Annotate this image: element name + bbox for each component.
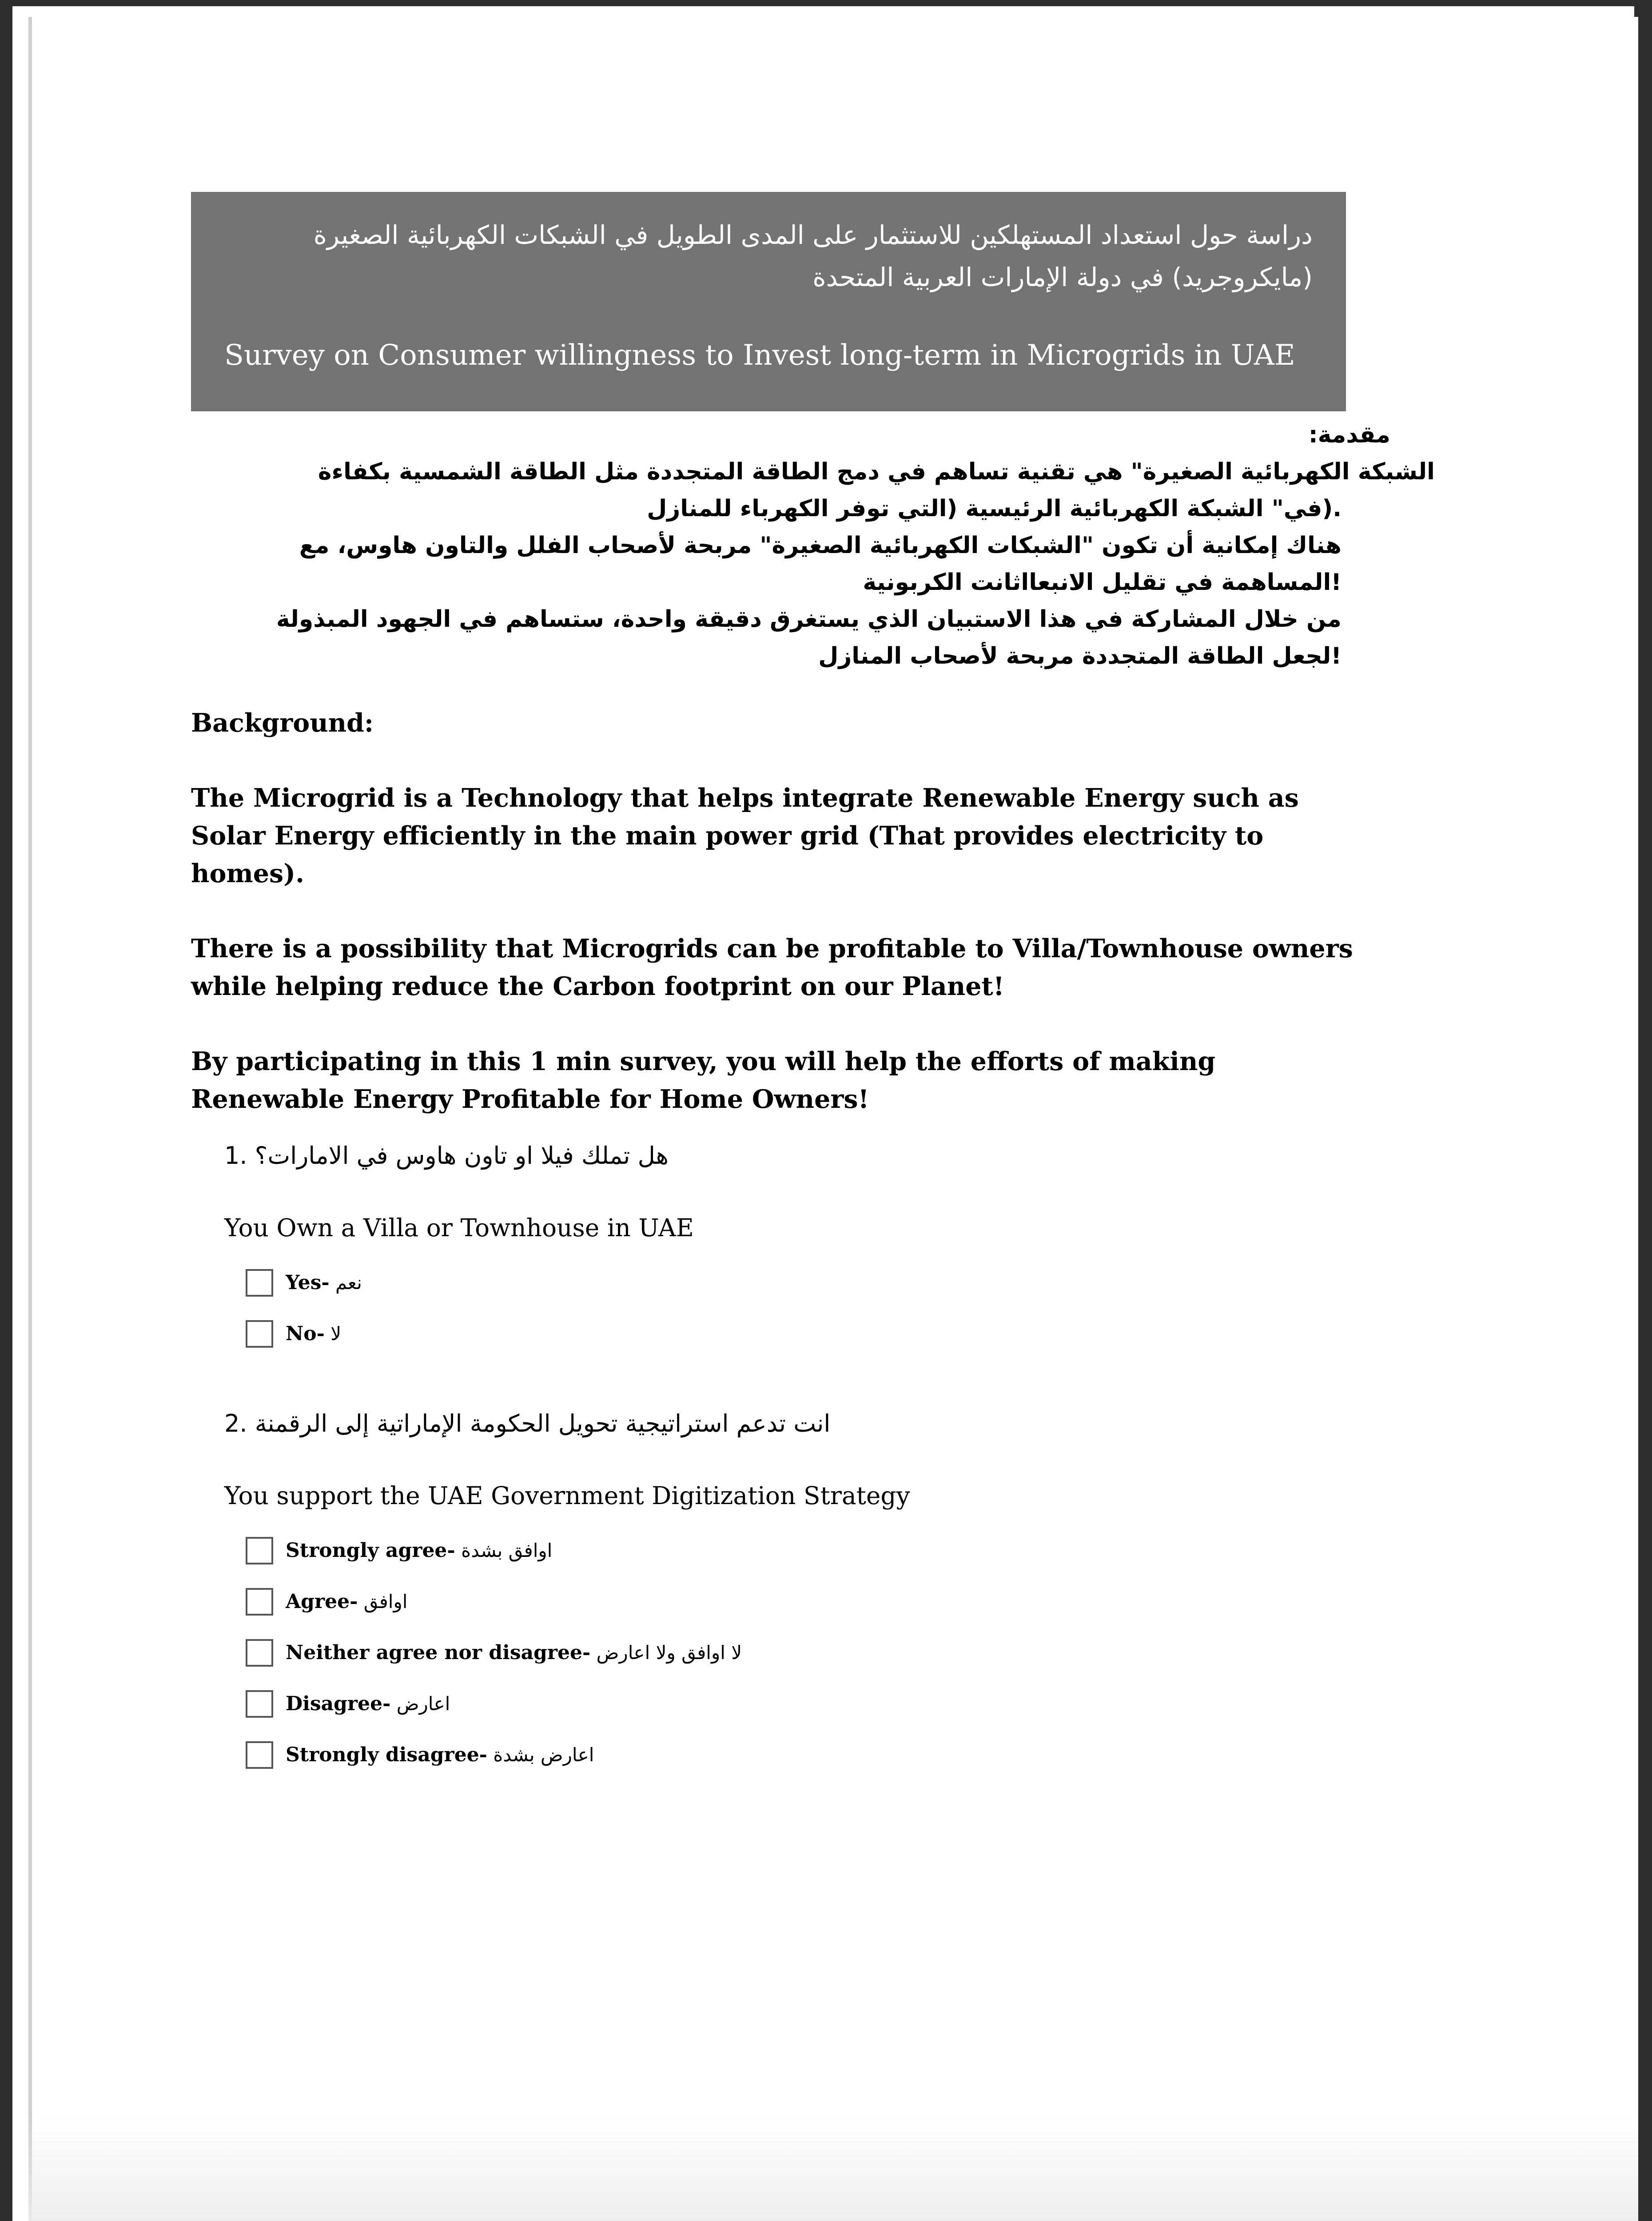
option-yes[interactable] [246, 1257, 1335, 1308]
option-label: Neither agree nor disagree- لا اوافق ولا اعارض [286, 1641, 742, 1664]
option-neither[interactable] [246, 1627, 1335, 1678]
option-label: Strongly disagree- اعارض بشدة [286, 1743, 594, 1766]
intro-arabic-line: .(في" الشبكة الكهربائية الرئيسية (التي توفر الكهرباء للمنازل [647, 495, 1342, 522]
question-subtitle-english: You Own a Villa or Townhouse in UAE [224, 1214, 694, 1242]
background-paragraph: By participating in this 1 min survey, you will help the efforts of making Renewable Energy Profitable for Home Owners! [191, 1047, 1216, 1114]
survey-header [191, 192, 1346, 411]
question-title [224, 1406, 1335, 1441]
intro-arabic-line: من خلال المشاركة في هذا الاستبيان الذي يستغرق دقيقة واحدة، ستساهم في الجهود المبذولة [276, 606, 1342, 633]
checkbox[interactable] [246, 1537, 273, 1564]
intro-arabic-heading: مقدمة: [1308, 422, 1390, 448]
option-label: Strongly agree- اوافق بشدة [286, 1539, 553, 1562]
survey-title-arabic-line1: دراسة حول استعداد المستهلكين للاستثمار على المدى الطويل في الشبكات الكهربائية الصغيرة [313, 220, 1313, 250]
question-2 [224, 1406, 1335, 1780]
question-subtitle-english: You support the UAE Government Digitization Strategy [224, 1481, 910, 1510]
background-paragraph: There is a possibility that Microgrids can be profitable to Villa/Townhouse owners while helping reduce the Carbon footprint on our Planet! [191, 934, 1353, 1001]
survey-title-english: Survey on Consumer willingness to Invest long-term in Microgrids in UAE [224, 339, 1295, 372]
survey-title-arabic-line2: (مايكروجريد) في دولة الإمارات العربية المتحدة [812, 262, 1313, 292]
question-title-arabic: هل تملك فيلا او تاون هاوس في الامارات؟ [255, 1142, 669, 1170]
intro-arabic-line: !لجعل الطاقة المتجددة مربحة لأصحاب المنازل [818, 643, 1342, 669]
question-title-arabic: انت تدعم استراتيجية تحويل الحكومة الإماراتية إلى الرقمنة [255, 1409, 831, 1437]
checkbox[interactable] [246, 1588, 273, 1616]
option-label: Disagree- اعارض [286, 1692, 450, 1715]
question-number: 1. [224, 1142, 247, 1170]
background-heading: Background: [191, 708, 374, 738]
intro-arabic-line: الشبكة الكهربائية الصغيرة" هي تقنية تساهم في دمج الطاقة المتجددة مثل الطاقة الشمسية بكفاءة [318, 458, 1435, 485]
checkbox[interactable] [246, 1741, 273, 1769]
background-paragraph: The Microgrid is a Technology that helps integrate Renewable Energy such as Solar Energy efficiently in the main power grid (That provides electricity to homes). [191, 783, 1299, 888]
intro-arabic-line: !المساهمة في تقليل الانبعااثانت الكربونية [863, 569, 1342, 596]
option-label: No- لا [286, 1322, 342, 1345]
checkbox[interactable] [246, 1690, 273, 1718]
question-1 [224, 1138, 1335, 1359]
checkbox[interactable] [246, 1639, 273, 1667]
background-english [191, 704, 1368, 1155]
option-no[interactable] [246, 1308, 1335, 1359]
option-label: Agree- اوافق [286, 1590, 408, 1613]
option-strongly-disagree[interactable] [246, 1729, 1335, 1780]
option-label: Yes- نعم [286, 1271, 362, 1294]
option-disagree[interactable] [246, 1678, 1335, 1729]
intro-arabic [191, 417, 1435, 675]
question-title [224, 1138, 1335, 1174]
option-strongly-agree[interactable] [246, 1525, 1335, 1576]
question-options [224, 1525, 1335, 1780]
checkbox[interactable] [246, 1269, 273, 1297]
survey-title-arabic [224, 214, 1313, 299]
option-agree[interactable] [246, 1576, 1335, 1627]
question-number: 2. [224, 1409, 247, 1437]
page-bottom-shadow [28, 2114, 1638, 2221]
question-options [224, 1257, 1335, 1359]
intro-arabic-line: هناك إمكانية أن تكون "الشبكات الكهربائية الصغيرة" مربحة لأصحاب الفلل والتاون هاوس، مع [299, 532, 1342, 559]
checkbox[interactable] [246, 1320, 273, 1348]
